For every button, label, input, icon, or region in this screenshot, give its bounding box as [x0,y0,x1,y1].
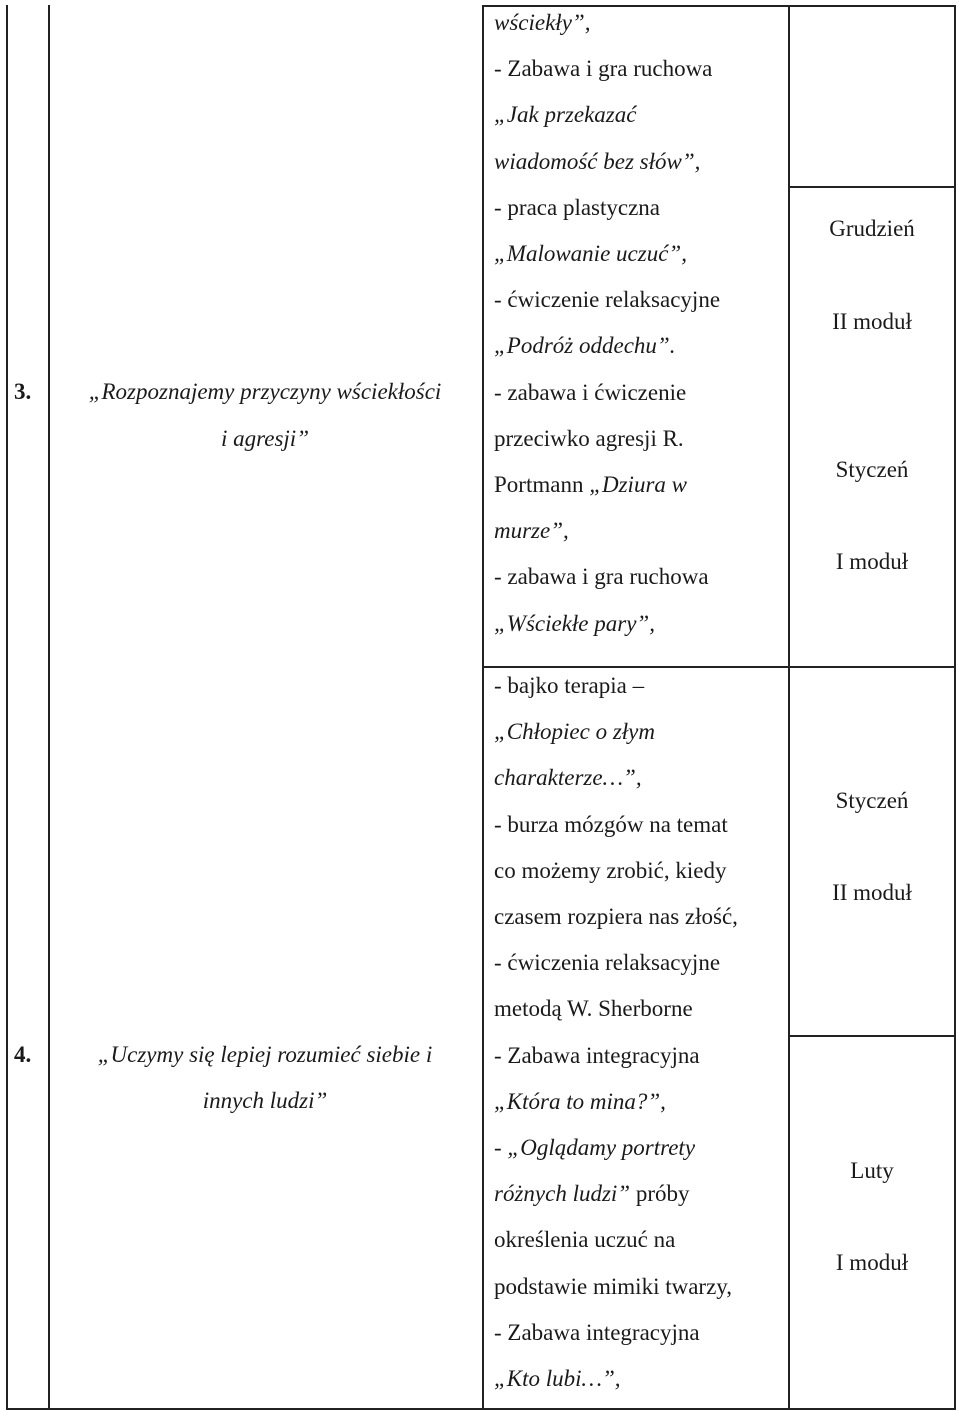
activity-text: - zabawa i ćwiczenie [494,380,687,405]
activity-text: co możemy zrobić, kiedy [494,858,727,883]
activity-text: określenia uczuć na [494,1227,676,1252]
table-border-left [6,5,8,1408]
month-label: Grudzień [829,216,915,241]
column-divider [788,5,790,1408]
activity-line [494,149,700,175]
activity-line [494,1181,690,1207]
activity-text: - Zabawa integracyjna [494,1043,700,1068]
row-divider [788,186,956,188]
row-number: 4. [14,1042,32,1067]
activity-line [494,1043,700,1069]
activity-line [494,1135,695,1161]
module-label: II moduł [832,880,912,905]
activity-line [494,426,684,452]
row-divider [482,666,956,668]
column-divider [48,5,50,1408]
activity-text: „Chłopiec o złym [494,719,655,744]
activity-line [494,1089,666,1115]
activity-text: „Podróż oddechu”. [494,333,676,358]
activity-text: - Zabawa integracyjna [494,1320,700,1345]
activity-text: próby [630,1181,690,1206]
activity-line [494,472,687,498]
module-label: I moduł [835,549,909,574]
topic-title-line: „Rozpoznajemy przyczyny wściekłości [88,379,442,404]
activity-line [494,765,642,791]
activity-line [494,812,728,838]
activity-line [494,673,644,699]
activity-line [494,241,687,267]
activity-text: wiadomość bez słów”, [494,149,701,174]
activity-line [494,1227,675,1253]
activity-line [494,996,693,1022]
activity-line [494,564,709,590]
activity-text: przeciwko agresji R. [494,426,684,451]
activity-text: - burza mózgów na temat [494,812,728,837]
table-border-bottom [6,1408,956,1410]
topic-title-line: i agresji” [221,426,309,451]
activity-text: - bajko terapia – [494,673,645,698]
activity-text: - ćwiczenie relaksacyjne [494,287,721,312]
activity-text: metodą W. Sherborne [494,996,693,1021]
activity-text: „Dziura w [589,472,687,497]
activity-text: - praca plastyczna [494,195,661,220]
month-label: Styczeń [835,788,909,813]
activity-text: różnych ludzi” [494,1181,631,1206]
activity-text: „Malowanie uczuć”, [494,241,687,266]
activity-line [494,195,660,221]
table-border-top [482,5,956,7]
topic-title-line: innych ludzi” [202,1088,328,1113]
activity-line [494,518,569,544]
activity-line [494,950,720,976]
row-divider [788,1035,956,1037]
activity-text: - zabawa i gra ruchowa [494,564,709,589]
activity-line [494,287,720,313]
activity-text: czasem rozpiera nas złość, [494,904,738,929]
activity-text: „Wściekłe pary”, [494,611,655,636]
activity-line [494,858,726,884]
activity-text: „Która to mina?”, [494,1089,666,1114]
activity-text: „Oglądamy portrety [507,1135,696,1160]
activity-line [494,102,636,128]
column-divider [482,5,484,1408]
activity-text: podstawie mimiki twarzy, [494,1274,733,1299]
activity-text: - [494,1135,508,1160]
module-label: II moduł [832,309,912,334]
activity-text: - Zabawa i gra ruchowa [494,56,713,81]
activity-line [494,380,686,406]
row-number: 3. [14,379,32,404]
month-label: Luty [850,1158,894,1183]
month-label: Styczeń [835,457,909,482]
activity-text: - ćwiczenia relaksacyjne [494,950,721,975]
activity-text: wściekły”, [494,10,591,35]
activity-text: murze”, [494,518,569,543]
activity-text: „Jak przekazać [494,102,637,127]
module-label: I moduł [835,1250,909,1275]
activity-line [494,719,655,745]
activity-line [494,56,712,82]
activity-line [494,1274,732,1300]
activity-line [494,1366,621,1392]
activity-line [494,611,655,637]
activity-text: „Kto lubi…”, [494,1366,621,1391]
topic-title-line: „Uczymy się lepiej rozumieć siebie i [97,1042,433,1067]
activity-text: charakterze…”, [494,765,642,790]
activity-line [494,1320,700,1346]
activity-text: Portmann [494,472,590,497]
activity-line [494,10,590,36]
activity-line [494,333,675,359]
table-border-right [954,5,956,1408]
activity-line [494,904,738,930]
